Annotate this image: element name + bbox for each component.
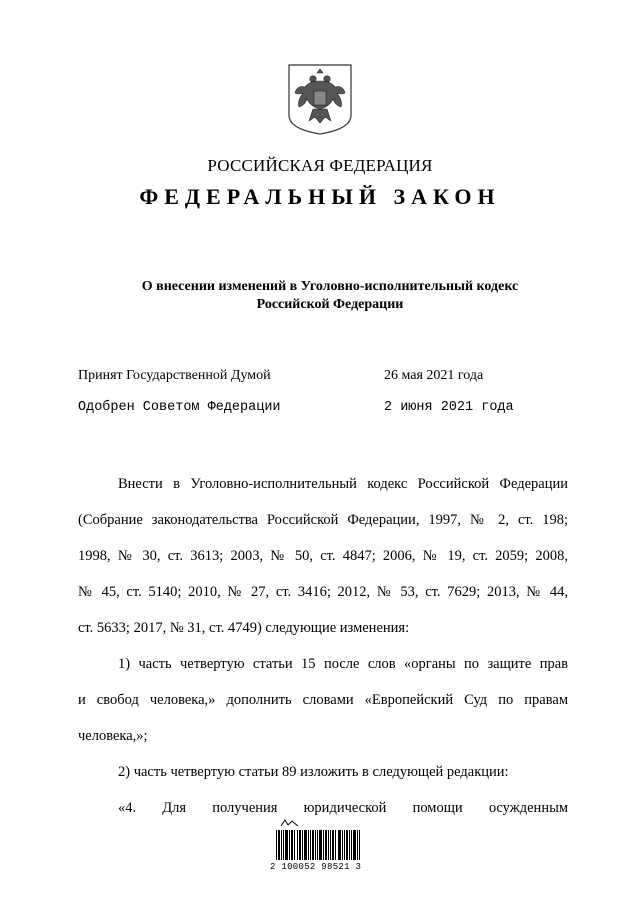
body-line: № 45, ст. 5140; 2010, № 27, ст. 3416; 2012, № 53, ст. 7629; 2013, № 44, xyxy=(78,584,568,600)
law-body xyxy=(78,466,568,826)
document-type: ФЕДЕРАЛЬНЫЙ ЗАКОН xyxy=(139,184,501,209)
document-mark-icon xyxy=(280,818,300,828)
title-line: Российской Федерации xyxy=(256,297,404,312)
council-date: 2 июня 2021 года xyxy=(384,400,514,415)
duma-label: Принят Государственной Думой xyxy=(78,368,271,383)
body-line: ст. 5633; 2017, № 31, ст. 4749) следующие изменения: xyxy=(78,620,410,636)
coat-of-arms-icon xyxy=(287,63,353,136)
barcode-icon xyxy=(276,830,360,860)
adoption-council-row xyxy=(78,400,578,415)
council-label: Одобрен Советом Федерации xyxy=(78,400,281,415)
body-line: «4. Для получения юридической помощи осужденным xyxy=(118,800,568,816)
body-line: 1) часть четвертую статьи 15 после слов «органы по защите прав xyxy=(118,656,568,672)
barcode-number: 2 100052 98521 3 xyxy=(270,862,362,872)
country-name: РОССИЙСКАЯ ФЕДЕРАЦИЯ xyxy=(207,156,433,175)
body-line: (Собрание законодательства Российской Федерации, 1997, № 2, ст. 198; xyxy=(78,512,568,528)
document-title xyxy=(80,278,580,314)
body-line: 2) часть четвертую статьи 89 изложить в следующей редакции: xyxy=(118,764,509,780)
body-line: 1998, № 30, ст. 3613; 2003, № 50, ст. 4847; 2006, № 19, ст. 2059; 2008, xyxy=(78,548,568,564)
adoption-duma-row xyxy=(78,368,578,384)
body-line: человека,»; xyxy=(78,728,148,744)
barcode-block xyxy=(270,818,366,880)
title-line: О внесении изменений в Уголовно-исполнительный кодекс xyxy=(141,279,519,294)
body-line: Внести в Уголовно-исполнительный кодекс Российской Федерации xyxy=(118,476,568,492)
body-line: и свобод человека,» дополнить словами «Европейский Суд по правам xyxy=(78,692,568,708)
duma-date: 26 мая 2021 года xyxy=(384,368,484,383)
